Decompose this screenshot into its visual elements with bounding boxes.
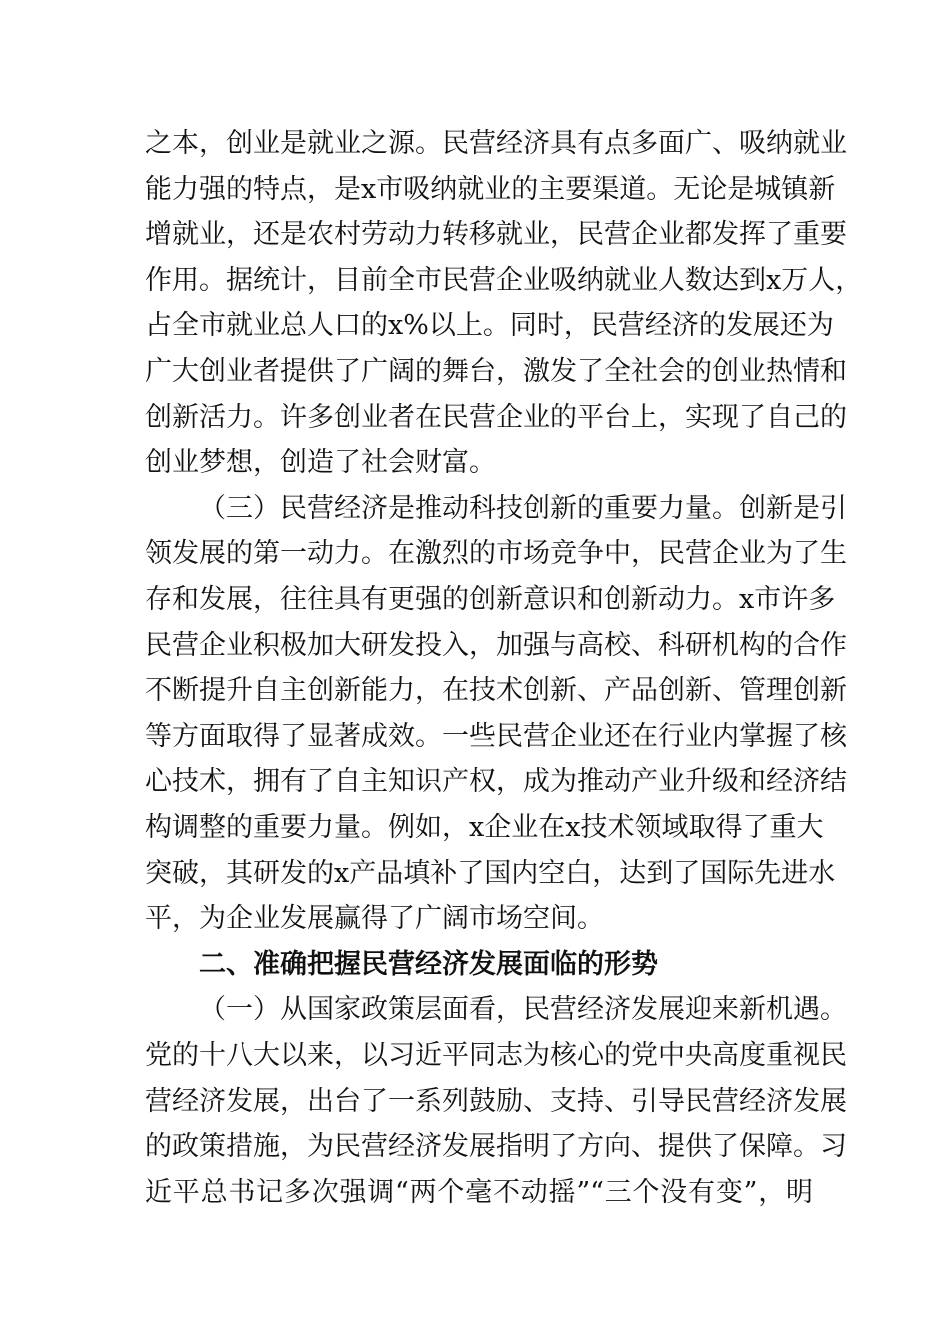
text-line: （三）民营经济是推动科技创新的重要力量。创新是引 — [199, 492, 847, 524]
text-line: 广大创业者提供了广阔的舞台，激发了全社会的创业热情和 — [145, 356, 847, 387]
text-line: 构调整的重要力量。例如，x企业在x技术领域取得了重大 — [145, 812, 824, 843]
text-line: 创业梦想，创造了社会财富。 — [145, 447, 496, 479]
text-line: 不断提升自主创新能力，在技术创新、产品创新、管理创新 — [145, 675, 847, 707]
text-line: 创新活力。许多创业者在民营企业的平台上，实现了自己的 — [145, 401, 847, 433]
text-line: 的政策措施，为民营经济发展指明了方向、提供了保障。习 — [145, 1131, 847, 1163]
text-line: 能力强的特点，是x市吸纳就业的主要渠道。无论是城镇新 — [145, 173, 836, 205]
text-line: 党的十八大以来，以习近平同志为核心的党中央高度重视民 — [145, 1040, 847, 1071]
text-line: 之本，创业是就业之源。民营经济具有点多面广、吸纳就业 — [145, 128, 847, 159]
text-line: 占全市就业总人口的x%以上。同时，民营经济的发展还为 — [145, 310, 834, 342]
text-line: 近平总书记多次强调“两个毫不动摇”“三个没有变”，明 — [145, 1176, 813, 1208]
text-line: 作用。据统计，目前全市民营企业吸纳就业人数达到x万人， — [145, 264, 863, 296]
text-line: （一）从国家政策层面看，民营经济发展迎来新机遇。 — [199, 994, 847, 1026]
text-line: 营经济发展，出台了一系列鼓励、支持、引导民营经济发展 — [145, 1085, 847, 1117]
text-line: 增就业，还是农村劳动力转移就业，民营企业都发挥了重要 — [145, 219, 847, 251]
text-line: 平，为企业发展赢得了广阔市场空间。 — [145, 903, 604, 935]
text-line: 心技术，拥有了自主知识产权，成为推动产业升级和经济结 — [145, 766, 847, 798]
text-line: 民营企业积极加大研发投入，加强与高校、科研机构的合作 — [145, 629, 847, 661]
text-line: 存和发展，往往具有更强的创新意识和创新动力。x市许多 — [145, 584, 836, 615]
text-line: 突破，其研发的x产品填补了国内空白，达到了国际先进水 — [145, 857, 836, 889]
text-line: 领发展的第一动力。在激烈的市场竞争中，民营企业为了生 — [145, 538, 847, 570]
text-line: 等方面取得了显著成效。一些民营企业还在行业内掌握了核 — [145, 720, 847, 752]
section-heading: 二、准确把握民营经济发展面临的形势 — [199, 948, 658, 980]
